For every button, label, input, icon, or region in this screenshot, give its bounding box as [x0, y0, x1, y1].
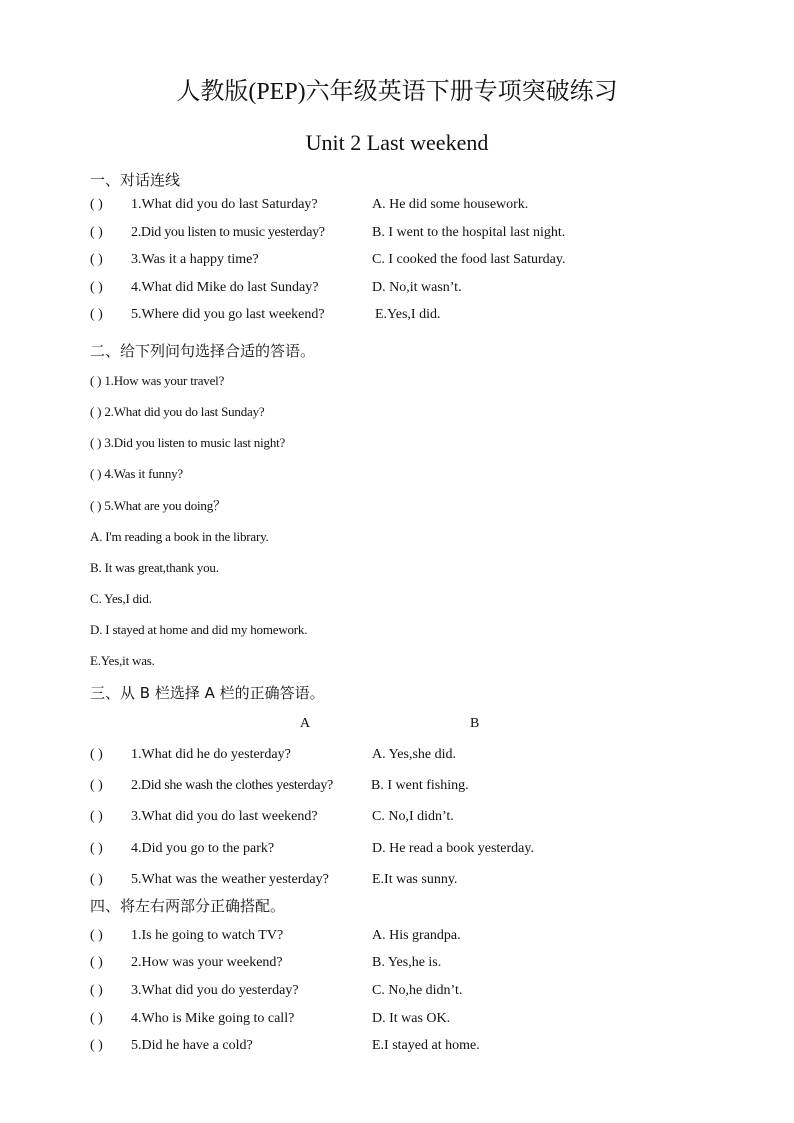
answer-blank: ( ) [90, 225, 103, 240]
section3-row [0, 869, 794, 891]
question-text: 5.What was the weather yesterday? [131, 872, 329, 887]
section1-row [0, 222, 794, 244]
answer-blank: ( ) [90, 498, 102, 513]
section4-row [0, 952, 794, 974]
answer-option: E.I stayed at home. [372, 1038, 480, 1053]
question-text: 5.What are you doing？ [104, 498, 226, 513]
question-text: 4.What did Mike do last Sunday? [131, 280, 319, 295]
question-text: 3.Did you listen to music last night? [104, 435, 286, 450]
question-text: 3.What did you do yesterday? [131, 983, 299, 998]
section2-question [90, 495, 226, 517]
section3-row [0, 744, 794, 766]
question-text: 5.Did he have a cold? [131, 1038, 253, 1053]
answer-blank: ( ) [90, 252, 103, 267]
section2-heading: 二、给下列问句选择合适的答语。 [90, 342, 316, 360]
page-subtitle: Unit 2 Last weekend [305, 130, 489, 155]
section1-row [0, 304, 794, 326]
column-b-label: B [470, 716, 480, 731]
section3-heading: 三、从 B 栏选择 A 栏的正确答语。 [90, 684, 325, 702]
answer-option: E.Yes,I did. [375, 307, 441, 322]
answer-option: A. He did some housework. [372, 197, 529, 212]
answer-blank: ( ) [90, 404, 102, 419]
answer-blank: ( ) [90, 928, 103, 943]
answer-blank: ( ) [90, 872, 103, 887]
answer-option: C. No,he didn’t. [372, 983, 463, 998]
question-text: 4.Who is Mike going to call? [131, 1011, 295, 1026]
answer-option: A. His grandpa. [372, 928, 461, 943]
answer-blank: ( ) [90, 373, 102, 388]
section4-row [0, 980, 794, 1002]
question-text: 1.Is he going to watch TV? [131, 928, 284, 943]
section2-answer: B. It was great,thank you. [90, 560, 219, 575]
section4-row [0, 925, 794, 947]
answer-option: C. No,I didn’t. [372, 809, 454, 824]
answer-option: D. He read a book yesterday. [372, 841, 534, 856]
answer-blank: ( ) [90, 435, 102, 450]
answer-blank: ( ) [90, 307, 103, 322]
answer-blank: ( ) [90, 1038, 103, 1053]
section1-row [0, 194, 794, 216]
question-text: 2.How was your weekend? [131, 955, 283, 970]
section3-row [0, 838, 794, 860]
answer-option: B. Yes,he is. [372, 955, 442, 970]
question-text: 1.What did you do last Saturday? [131, 197, 318, 212]
column-a-label: A [300, 716, 311, 731]
answer-option: B. I went to the hospital last night. [372, 225, 566, 240]
question-text: 5.Where did you go last weekend? [131, 307, 325, 322]
section2-answer: E.Yes,it was. [90, 653, 155, 668]
section4-heading: 四、将左右两部分正确搭配。 [90, 897, 286, 915]
page-title: 人教版(PEP)六年级英语下册专项突破练习 [176, 79, 618, 105]
section4-row [0, 1008, 794, 1030]
question-text: 3.Was it a happy time? [131, 252, 259, 267]
section2-answer: D. I stayed at home and did my homework. [90, 622, 308, 637]
section3-row [0, 806, 794, 828]
section3-row [0, 775, 794, 797]
question-text: 4.Did you go to the park? [131, 841, 275, 856]
answer-blank: ( ) [90, 809, 103, 824]
answer-blank: ( ) [90, 197, 103, 212]
answer-option: E.It was sunny. [372, 872, 458, 887]
answer-option: C. I cooked the food last Saturday. [372, 252, 566, 267]
section2-question [90, 401, 264, 423]
question-text: 2.What did you do last Sunday? [104, 404, 265, 419]
answer-blank: ( ) [90, 1011, 103, 1026]
question-text: 2.Did you listen to music yesterday? [131, 225, 325, 240]
answer-blank: ( ) [90, 778, 103, 793]
question-text: 1.What did he do yesterday? [131, 747, 291, 762]
question-text: 3.What did you do last weekend? [131, 809, 318, 824]
answer-blank: ( ) [90, 983, 103, 998]
answer-blank: ( ) [90, 747, 103, 762]
answer-blank: ( ) [90, 280, 103, 295]
question-text: 2.Did she wash the clothes yesterday? [131, 778, 333, 793]
section2-question [90, 370, 224, 392]
section1-heading: 一、对话连线 [90, 171, 181, 189]
answer-blank: ( ) [90, 955, 103, 970]
section2-answer: C. Yes,I did. [90, 591, 152, 606]
answer-blank: ( ) [90, 841, 103, 856]
answer-option: A. Yes,she did. [372, 747, 457, 762]
section1-row [0, 277, 794, 299]
answer-option: B. I went fishing. [371, 778, 469, 793]
section2-question [90, 432, 285, 454]
section1-row [0, 249, 794, 271]
question-text: 1.How was your travel? [104, 373, 225, 388]
section4-row [0, 1035, 794, 1057]
answer-option: D. It was OK. [372, 1011, 451, 1026]
section2-answer: A. I'm reading a book in the library. [90, 529, 269, 544]
question-text: 4.Was it funny? [104, 466, 184, 481]
section2-question [90, 463, 183, 485]
answer-blank: ( ) [90, 466, 102, 481]
answer-option: D. No,it wasn’t. [372, 280, 462, 295]
